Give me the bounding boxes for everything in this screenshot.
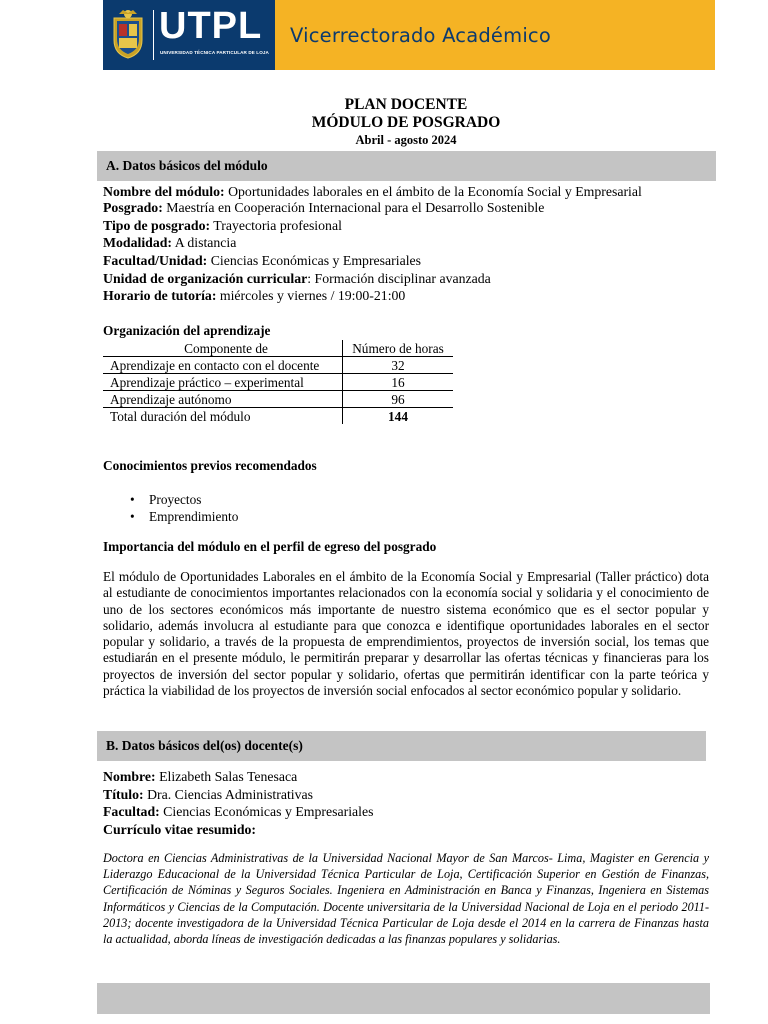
utpl-logo-block [103,0,275,70]
field-label: Título: [103,787,144,802]
utpl-logo-text: UTPL [159,5,263,47]
prev-knowledge-heading: Conocimientos previos recomendados [103,458,317,473]
field-value: A distancia [172,235,237,250]
field-modalidad [103,234,236,251]
field-facultad-unidad [103,252,421,269]
field-facultad [103,803,374,820]
table-cell: 16 [343,374,454,391]
table-row [103,391,453,408]
field-label: Currículo vitae resumido: [103,822,257,837]
table-cell: 32 [343,357,454,374]
field-nombre-modulo [103,183,642,200]
table-cell-total: 144 [388,408,408,424]
university-crest-icon [111,8,145,60]
table-row [103,357,453,374]
importance-heading: Importancia del módulo en el perfil de egreso del posgrado [103,539,437,554]
section-b-heading: B. Datos básicos del(os) docente(s) [97,731,706,761]
field-value: Dra. Ciencias Administrativas [143,787,314,802]
field-label: Facultad/Unidad: [103,253,208,268]
table-cell: 96 [343,391,454,408]
cv-paragraph: Doctora en Ciencias Administrativas de la Universidad Nacional Mayor de San Marcos- Lima, Magister en Gerencia y Liderazgo Educacional de la Universidad Técnica Particular de Loja, Certificación Superior en Gestión de Finanzas, Certificación de Nóminas y Seguros Sociales. Ingeniera en Administración en Banca y Finanzas, Ingeniera en Sistemas Informáticos y Ciencias de la Computación. Docente universitaria de la Universidad Nacional de Loja en el periodo 2011-2013; docente investigadora de la Universidad Técnica Particular de Loja desde el 2014 en la carrera de Finanzas hasta la actualidad, aborda líneas de investigación dedicadas a las finanzas populares y solidarias. [103,851,709,947]
field-label: Posgrado: [103,200,163,215]
field-unidad-organizacion [103,270,491,287]
department-name: Vicerrectorado Académico [290,23,551,47]
table-cell: Aprendizaje práctico – experimental [103,374,343,391]
field-posgrado [103,199,544,216]
field-value: Ciencias Económicas y Empresariales [207,253,422,268]
field-value: Maestría en Cooperación Internacional para el Desarrollo Sostenible [162,200,545,215]
field-label: Nombre: [103,769,156,784]
department-block [275,0,715,70]
table-cell: Total duración del módulo [103,408,343,425]
table-header-cell: Componente de [103,340,343,357]
doc-period: Abril - agosto 2024 [355,133,457,147]
doc-title: PLAN DOCENTE [344,96,468,113]
table-row-total [103,408,453,425]
importance-paragraph: El módulo de Oportunidades Laborales en el ámbito de la Economía Social y Empresarial (Taller práctico) dota al estudiante de conocimientos importantes relacionados con la economía social y solidaria y el conocimiento de uno de los sectores económicos más importante de nuestro sistema económico que es el sector popular y solidario, además involucra al estudiante para que conozca e identifique oportunidades laborales en el sector popular y solidario, a través de la propuesta de emprendimientos, proyectos de inversión social, los temas que estudiarán en el presente módulo, le permitirán preparar y desarrollar las ofertas técnicas y financieras para los proyectos de inversión del sector popular y solidario, ofertas que permitirán identificar con la parte teórica y práctica la viabilidad de los proyectos de inversión social enfocados al sector económico popular y solidario. [103,569,709,699]
doc-subtitle: MÓDULO DE POSGRADO [311,114,501,131]
field-value: Trayectoria profesional [210,218,342,233]
utpl-logo-subtitle: UNIVERSIDAD TÉCNICA PARTICULAR DE LOJA [160,50,269,55]
field-value: : Formación disciplinar avanzada [307,271,491,286]
logo-divider [153,10,154,60]
header-banner [103,0,715,70]
field-value: miércoles y viernes / 19:00-21:00 [216,288,406,303]
field-horario-tutoria [103,287,405,304]
field-value: Oportunidades laborales en el ámbito de la Economía Social y Empresarial [224,184,642,199]
prev-knowledge-list [130,491,238,525]
field-tipo-posgrado [103,217,342,234]
list-item: • Proyectos [130,491,238,508]
table-row [103,374,453,391]
table-header-cell: Número de horas [343,340,454,357]
cv-heading [103,821,256,838]
field-label: Modalidad: [103,235,172,250]
next-section-bar [97,983,710,1014]
org-aprendizaje-heading: Organización del aprendizaje [103,323,271,338]
field-value: Ciencias Económicas y Empresariales [159,804,374,819]
table-cell: Aprendizaje autónomo [103,391,343,408]
hours-table [103,340,453,424]
field-label: Facultad: [103,804,160,819]
field-label: Horario de tutoría: [103,288,217,303]
list-item: • Emprendimiento [130,508,238,525]
table-header-row [103,340,453,357]
field-nombre-docente [103,768,297,785]
field-label: Unidad de organización curricular [103,271,308,286]
field-value: Elizabeth Salas Tenesaca [155,769,298,784]
section-a-heading: A. Datos básicos del módulo [97,151,716,181]
table-cell: Aprendizaje en contacto con el docente [103,357,343,374]
field-label: Tipo de posgrado: [103,218,211,233]
field-label: Nombre del módulo: [103,184,225,199]
field-titulo [103,786,313,803]
